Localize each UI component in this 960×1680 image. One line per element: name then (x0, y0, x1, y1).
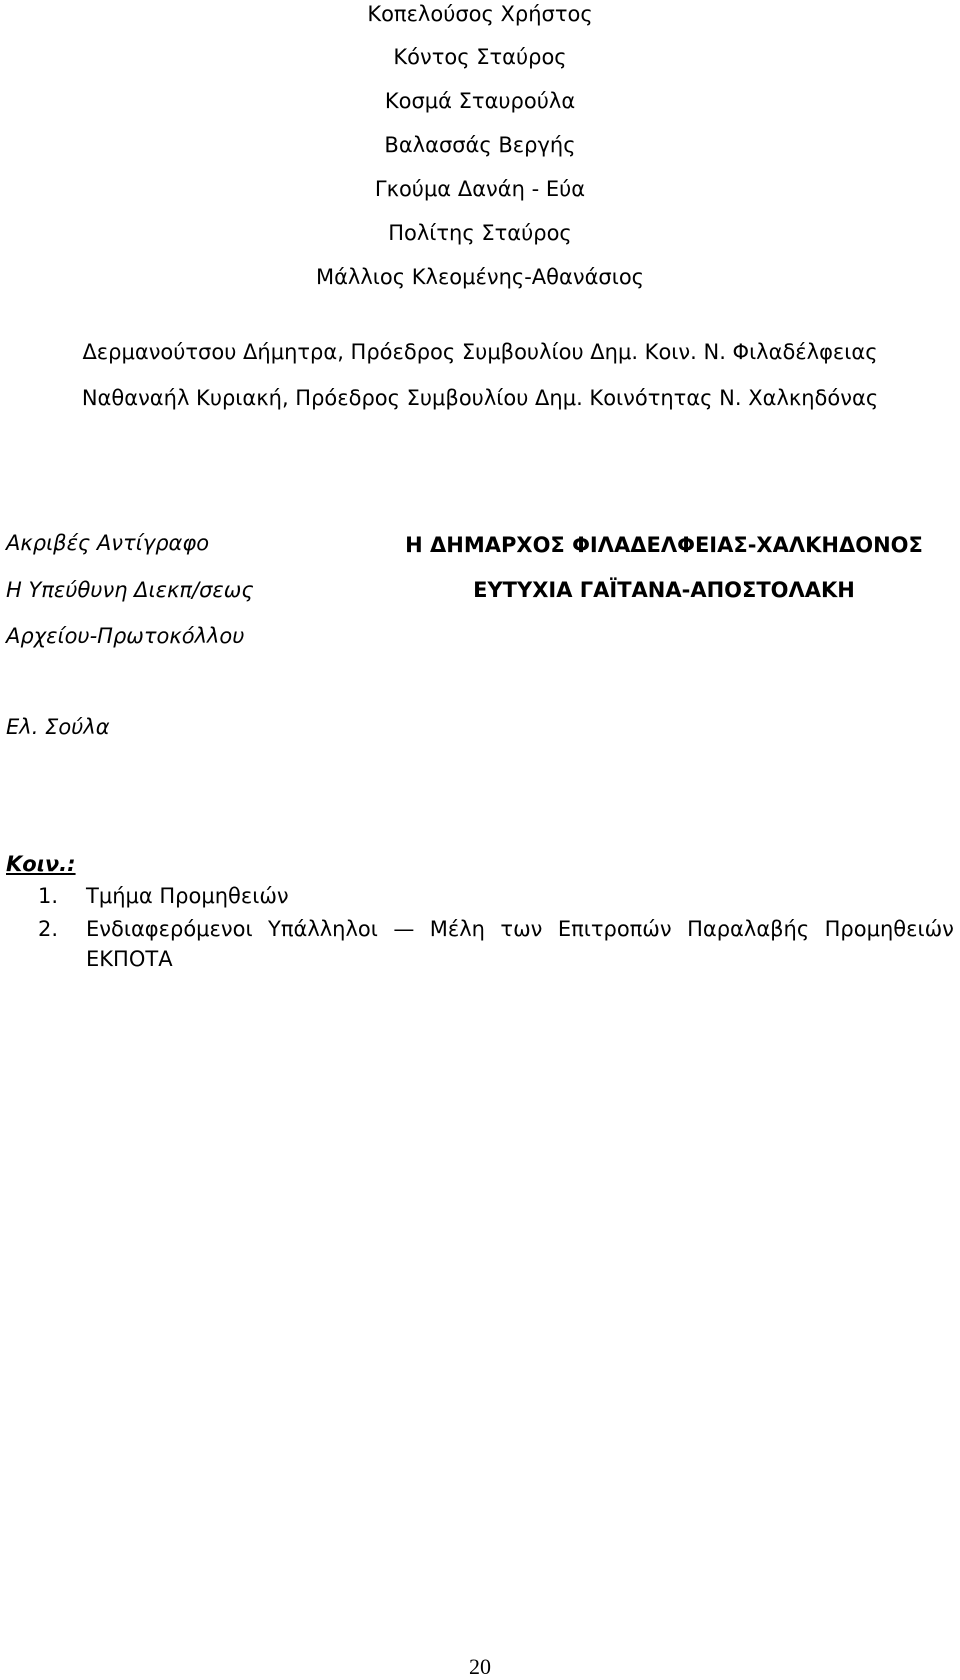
list-item-word: των (500, 917, 543, 941)
list-item-word: — (393, 917, 415, 941)
member-name: Κοπελούσος Χρήστος (367, 2, 593, 26)
list-item-word: Υπάλληλοι (268, 917, 378, 941)
list-item-number: 2. (38, 917, 59, 941)
mayor-name: ΕΥΤΥΧΙΑ ΓΑΪΤΑΝΑ-ΑΠΟΣΤΟΛΑΚΗ (473, 578, 855, 602)
list-item-word: Ενδιαφερόμενοι (86, 917, 253, 941)
list-item-word: Παραλαβής (687, 917, 810, 941)
certified-copy-label: Ακριβές Αντίγραφο (6, 531, 210, 555)
list-item-word: Προμηθειών (824, 917, 954, 941)
list-item-word: Μέλη (429, 917, 485, 941)
page-number: 20 (469, 1654, 491, 1679)
list-item-word: Επιτροπών (557, 917, 672, 941)
member-name: Γκούμα Δανάη - Εύα (374, 177, 586, 201)
list-item: Τμήμα Προμηθειών (86, 884, 289, 908)
member-name: Πολίτης Σταύρος (388, 221, 572, 245)
member-name: Κοσμά Σταυρούλα (384, 89, 576, 113)
signer-name: Ελ. Σούλα (6, 715, 110, 739)
responsible-officer-label: Η Υπεύθυνη Διεκπ/σεως (6, 578, 254, 602)
president-line: Δερμανούτσου Δήμητρα, Πρόεδρος Συμβουλίου Δημ. Κοιν. Ν. Φιλαδέλφειας (82, 340, 878, 364)
member-name: Κόντος Σταύρος (393, 45, 567, 69)
distribution-heading: Κοιν.: (6, 852, 76, 876)
president-line: Ναθαναήλ Κυριακή, Πρόεδρος Συμβουλίου Δημ. Κοινότητας Ν. Χαλκηδόνας (81, 386, 879, 410)
member-name: Βαλασσάς Βεργής (384, 133, 576, 157)
list-item-continuation: ΕΚΠΟΤΑ (86, 947, 173, 971)
list-item (86, 916, 954, 942)
mayor-title: Η ΔΗΜΑΡΧΟΣ ΦΙΛΑΔΕΛΦΕΙΑΣ-ΧΑΛΚΗΔΟΝΟΣ (405, 533, 923, 557)
list-item-number: 1. (38, 884, 59, 908)
archive-protocol-label: Αρχείου-Πρωτοκόλλου (6, 624, 245, 648)
member-name: Μάλλιος Κλεομένης-Αθανάσιος (315, 265, 645, 289)
